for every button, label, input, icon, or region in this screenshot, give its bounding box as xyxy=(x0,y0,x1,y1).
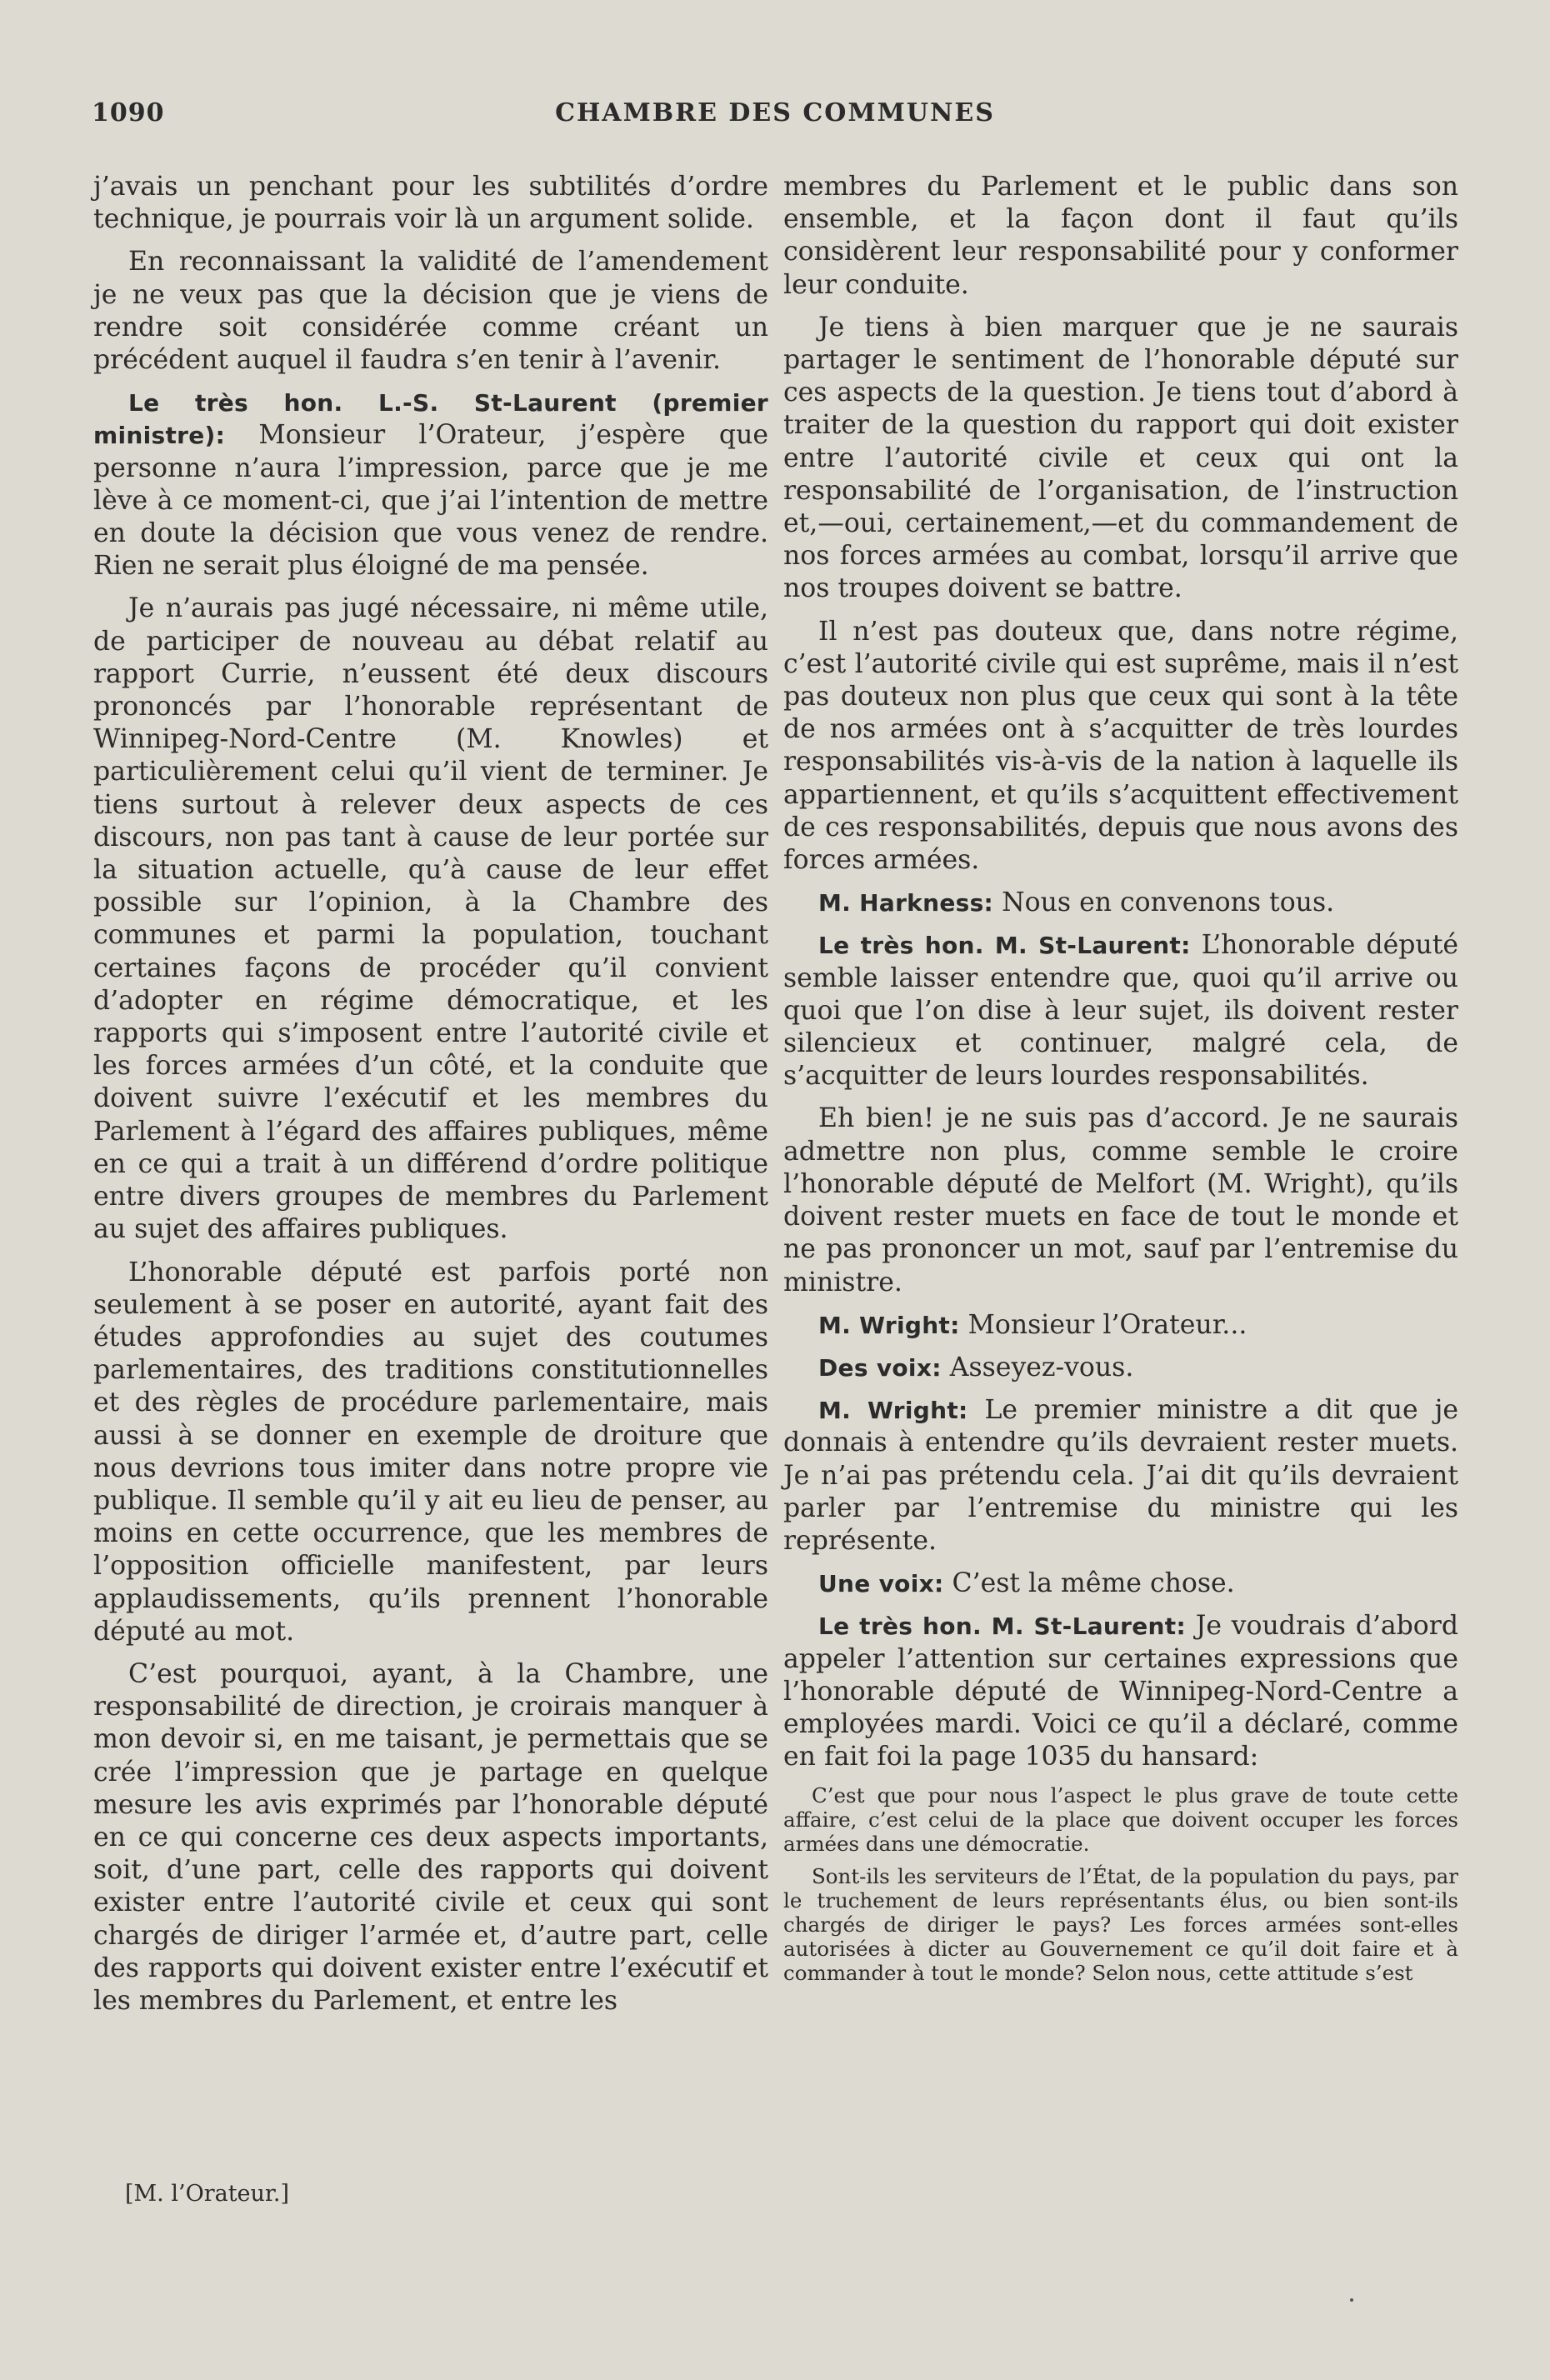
speech-text: Le premier ministre a dit que je donnais à entendre qu’ils devraient rester muets. Je n’ai pas prétendu cela. J’ai dit qu’ils devraient parler par l’entremise du ministre qui les représente. xyxy=(783,1395,1459,1556)
speech-paragraph xyxy=(93,387,768,582)
speech-text: L’honorable député semble laisser entendre que, quoi qu’il arrive ou quoi que l’on dise à leur sujet, ils doivent rester silencieux et continuer, malgré cela, de s’acquitter de leurs lourdes responsabilités. xyxy=(783,930,1459,1092)
quote-text: Sont-ils les serviteurs de l’État, de la population du pays, par le truchement de leurs représentants élus, ou bien sont-ils chargés de diriger le pays? Les forces armées sont-elles autorisées à dicter au Gouvernement ce qu’il doit faire et à commander à tout le monde? Selon nous, cette attitude s’est xyxy=(783,1864,1458,1986)
page-number: 1090 xyxy=(92,98,165,128)
speech-text: Asseyez-vous. xyxy=(949,1352,1134,1382)
speech-paragraph xyxy=(783,887,1458,919)
body-paragraph xyxy=(783,1102,1458,1298)
body-paragraph xyxy=(783,171,1458,302)
body-paragraph xyxy=(93,592,768,1246)
speaker-name: M. Harkness: xyxy=(818,889,994,918)
speech-paragraph xyxy=(783,1309,1458,1342)
speech-text: Monsieur l’Orateur... xyxy=(968,1309,1248,1340)
paragraph-text: En reconnaissant la validité de l’amendement je ne veux pas que la décision que je viens de rendre soit considérée comme créant un précédent auquel il faudra s’en tenir à l’avenir. xyxy=(93,247,768,376)
paragraph-text: L’honorable député est parfois porté non seulement à se poser en autorité, ayant fait des études approfondies au sujet des coutumes parlementaires, des traditions constitutionnelles et des règles de procédure parlementaire, mais aussi à se donner en exemple de droiture que nous devrions tous imiter dans notre propre vie publique. Il semble qu’il y ait eu lieu de penser, au moins en cette occurrence, que les membres de l’opposition officielle manifestent, par leurs applaudissements, qu’ils prennent l’honorable député au mot. xyxy=(93,1257,768,1647)
right-column xyxy=(783,171,1458,1993)
body-paragraph xyxy=(93,246,768,377)
quoted-paragraph xyxy=(783,1864,1458,1985)
speech-text: Nous en convenons tous. xyxy=(1002,888,1335,918)
body-paragraph xyxy=(93,1257,768,1648)
speech-text: C’est la même chose. xyxy=(952,1568,1235,1599)
paragraph-text: membres du Parlement et le public dans son ensemble, et la façon dont il faut qu’ils considèrent leur responsabilité pour y conformer leur conduite. xyxy=(783,172,1458,300)
paragraph-text: Il n’est pas douteux que, dans notre régime, c’est l’autorité civile qui est suprême, mais il n’est pas douteux non plus que ceux qui sont à la tête de nos armées ont à s’acquitter de très lourdes responsabilités vis-à-vis de la nation à laquelle ils appartiennent, et qu’ils s’acquittent effectivement de ces responsabilités, depuis que nous avons des forces armées. xyxy=(783,616,1458,876)
paragraph-text: C’est pourquoi, ayant, à la Chambre, une responsabilité de direction, je croirais manquer à mon devoir si, en me taisant, je permettais que se crée l’impression que je partage en quelque mesure les avis exprimés par l’honorable député en ce qui concerne ces deux aspects importants, soit, d’une part, celle des rapports qui doivent exister entre l’autorité civile et ceux qui sont chargés de diriger l’armée et, d’autre part, celle des rapports qui doivent exister entre l’exécutif et les membres du Parlement, et entre les xyxy=(93,1658,768,2016)
paragraph-text: Je n’aurais pas jugé nécessaire, ni même utile, de participer de nouveau au débat relatif au rapport Currie, n’eussent été deux discours prononcés par l’honorable représentant de Winnipeg-Nord-Centre (M. Knowles) et particulièrement celui qu’il vient de terminer. Je tiens surtout à relever deux aspects de ces discours, non pas tant à cause de leur portée sur la situation actuelle, qu’à cause de leur effet possible sur l’opinion, à la Chambre des communes et parmi la population, touchant certaines façons de procéder qu’il convient d’adopter en régime démocratique, et les rapports qui s’imposent entre l’autorité civile et les forces armées d’un côté, et la conduite que doivent suivre l’exécutif et les membres du Parlement à l’égard des affaires publiques, même en ce qui a trait à un différend d’ordre politique entre divers groupes de membres du Parlement au sujet des affaires publiques. xyxy=(93,593,768,1245)
speaker-name: M. Wright: xyxy=(818,1311,960,1339)
speaker-name: Une voix: xyxy=(818,1570,944,1598)
speaker-name: M. Wright: xyxy=(818,1397,968,1425)
speech-paragraph xyxy=(783,1568,1458,1600)
speech-paragraph xyxy=(783,1394,1458,1558)
quoted-paragraph xyxy=(783,1783,1458,1856)
speech-paragraph xyxy=(783,1352,1458,1384)
left-column xyxy=(93,171,768,2028)
speck-mark xyxy=(1350,2298,1353,2302)
quote-text: C’est que pour nous l’aspect le plus grave de toute cette affaire, c’est celui de la place que doivent occuper les forces armées dans une démocratie. xyxy=(783,1783,1458,1857)
speech-paragraph xyxy=(783,929,1458,1092)
speech-text: Je voudrais d’abord appeler l’attention sur certaines expressions que l’honorable député de Winnipeg-Nord-Centre a employées mardi. Voici ce qu’il a déclaré, comme en fait foi la page 1035 du hansard: xyxy=(783,1611,1458,1772)
running-title: CHAMBRE DES COMMUNES xyxy=(555,98,995,128)
speaker-name: Des voix: xyxy=(818,1353,942,1382)
speaker-name: Le très hon. L.-S. St-Laurent (premier ministre): xyxy=(93,389,768,450)
paragraph-text: j’avais un penchant pour les subtilités d’ordre technique, je pourrais voir là un argument solide. xyxy=(93,172,768,235)
speaker-name: Le très hon. M. St-Laurent: xyxy=(818,1612,1186,1641)
footer-note: [M. l’Orateur.] xyxy=(125,2181,289,2207)
speech-paragraph xyxy=(783,1610,1458,1773)
body-paragraph xyxy=(783,616,1458,878)
speech-text: Monsieur l’Orateur, j’espère que personne n’aura l’impression, parce que je me lève à ce moment-ci, que j’ai l’intention de mettre en doute la décision que vous venez de rendre. Rien ne serait plus éloigné de ma pensée. xyxy=(93,420,769,582)
page-header xyxy=(92,98,1458,148)
paragraph-text: Eh bien! je ne suis pas d’accord. Je ne saurais admettre non plus, comme semble le croire l’honorable député de Melfort (M. Wright), qu’ils doivent rester muets en face de tout le monde et ne pas prononcer un mot, sauf par l’entremise du ministre. xyxy=(783,1103,1458,1298)
body-paragraph xyxy=(93,1658,768,2018)
speaker-name: Le très hon. M. St-Laurent: xyxy=(818,932,1191,960)
body-paragraph xyxy=(783,312,1458,606)
body-paragraph xyxy=(93,171,768,236)
paragraph-text: Je tiens à bien marquer que je ne saurais partager le sentiment de l’honorable député sur ces aspects de la question. Je tiens tout d’abord à traiter de la question du rapport qui doit exister entre l’autorité civile et ceux qui ont la responsabilité de l’organisation, de l’instruction et,—oui, certainement,—et du commandement de nos forces armées au combat, lorsqu’il arrive que nos troupes doivent se battre. xyxy=(783,312,1458,604)
